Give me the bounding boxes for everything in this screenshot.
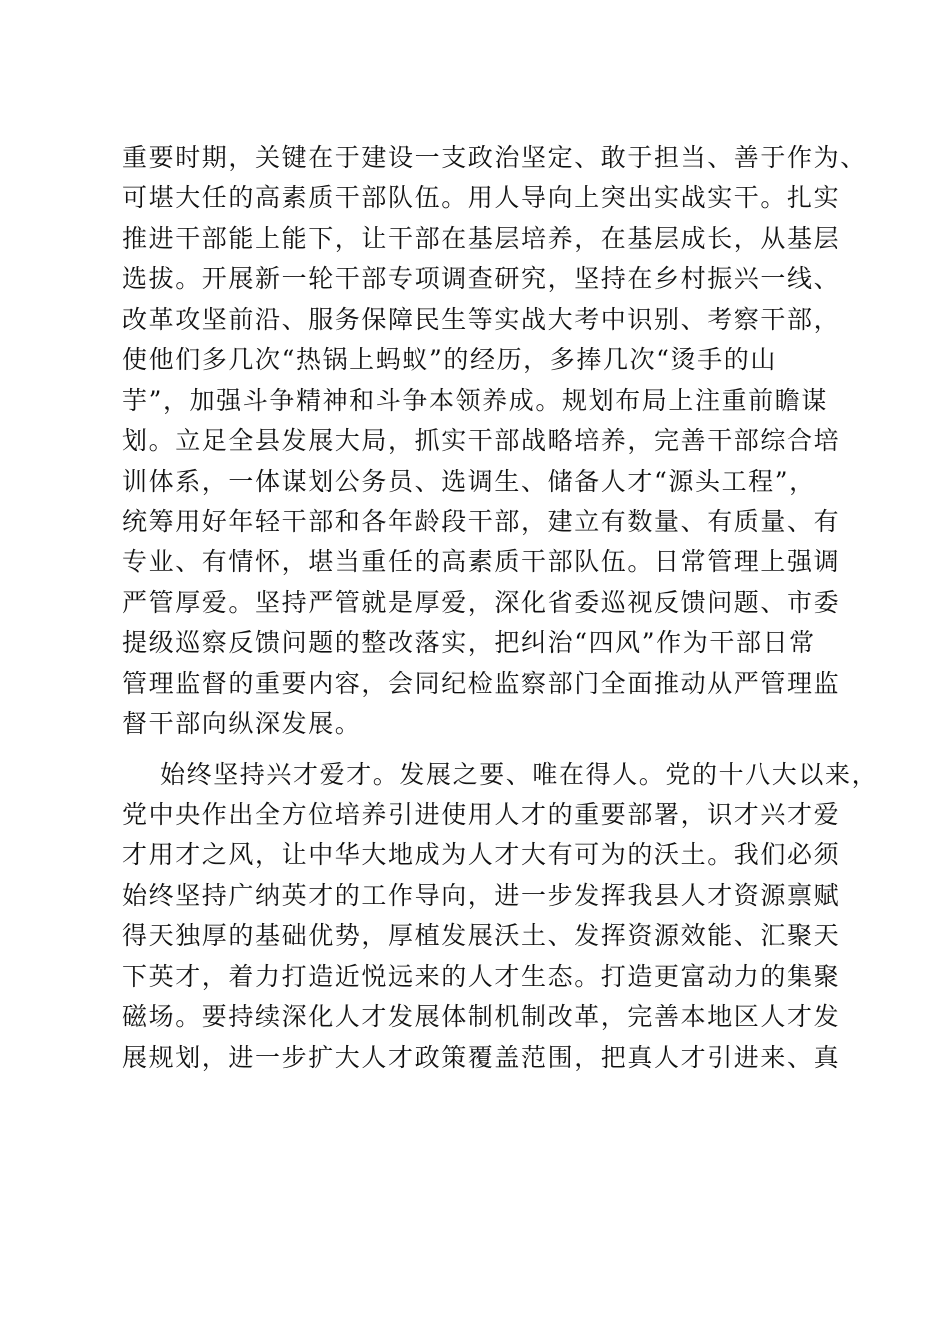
text-line: 展规划，进一步扩大人才政策覆盖范围，把真人才引进来、真 <box>122 1042 841 1072</box>
paragraph-spacer <box>122 745 842 755</box>
text-line: 始终坚持广纳英才的工作导向，进一步发挥我县人才资源禀赋 <box>122 880 841 910</box>
text-line: 磁场。要持续深化人才发展体制机制改革，完善本地区人才发 <box>122 1002 841 1032</box>
paragraph-2 <box>122 755 879 1079</box>
text-line: 提级巡察反馈问题的整改落实，把纠治“四风”作为干部日常 <box>122 628 816 658</box>
text-line: 改革攻坚前沿、服务保障民生等实战大考中识别、考察干部， <box>122 304 841 334</box>
text-line: 下英才，着力打造近悦远来的人才生态。打造更富动力的集聚 <box>122 961 841 991</box>
text-line: 推进干部能上能下，让干部在基层培养，在基层成长，从基层 <box>122 223 841 253</box>
text-line: 严管厚爱。坚持严管就是厚爱，深化省委巡视反馈问题、市委 <box>122 587 841 617</box>
text-line: 划。立足全县发展大局，抓实干部战略培养，完善干部综合培 <box>122 426 841 456</box>
text-line: 始终坚持兴才爱才。发展之要、唯在得人。党的十八大以来， <box>160 759 879 789</box>
text-line: 使他们多几次“热锅上蚂蚁”的经历，多捧几次“烫手的山 <box>122 345 777 375</box>
text-line: 专业、有情怀，堪当重任的高素质干部队伍。日常管理上强调 <box>122 547 841 577</box>
text-line: 才用才之风，让中华大地成为人才大有可为的沃土。我们必须 <box>122 840 841 870</box>
text-line: 芋”，加强斗争精神和斗争本领养成。规划布局上注重前瞻谋 <box>122 385 828 415</box>
text-line: 训体系，一体谋划公务员、选调生、储备人才“源头工程”， <box>122 466 816 496</box>
text-line: 统筹用好年轻干部和各年龄段干部，建立有数量、有质量、有 <box>122 506 841 536</box>
text-line: 党中央作出全方位培养引进使用人才的重要部署，识才兴才爱 <box>122 800 841 829</box>
text-line: 得天独厚的基础优势，厚植发展沃土、发挥资源效能、汇聚天 <box>122 921 841 951</box>
text-line: 管理监督的重要内容，会同纪检监察部门全面推动从严管理监 <box>122 668 841 698</box>
text-line: 选拔。开展新一轮干部专项调查研究，坚持在乡村振兴一线、 <box>122 264 841 294</box>
text-line: 重要时期，关键在于建设一支政治坚定、敢于担当、善于作为、 <box>122 143 867 172</box>
text-line: 督干部向纵深发展。 <box>122 709 362 739</box>
text-line: 可堪大任的高素质干部队伍。用人导向上突出实战实干。扎实 <box>122 183 841 213</box>
paragraph-1 <box>122 138 867 745</box>
document-body <box>122 138 879 1078</box>
